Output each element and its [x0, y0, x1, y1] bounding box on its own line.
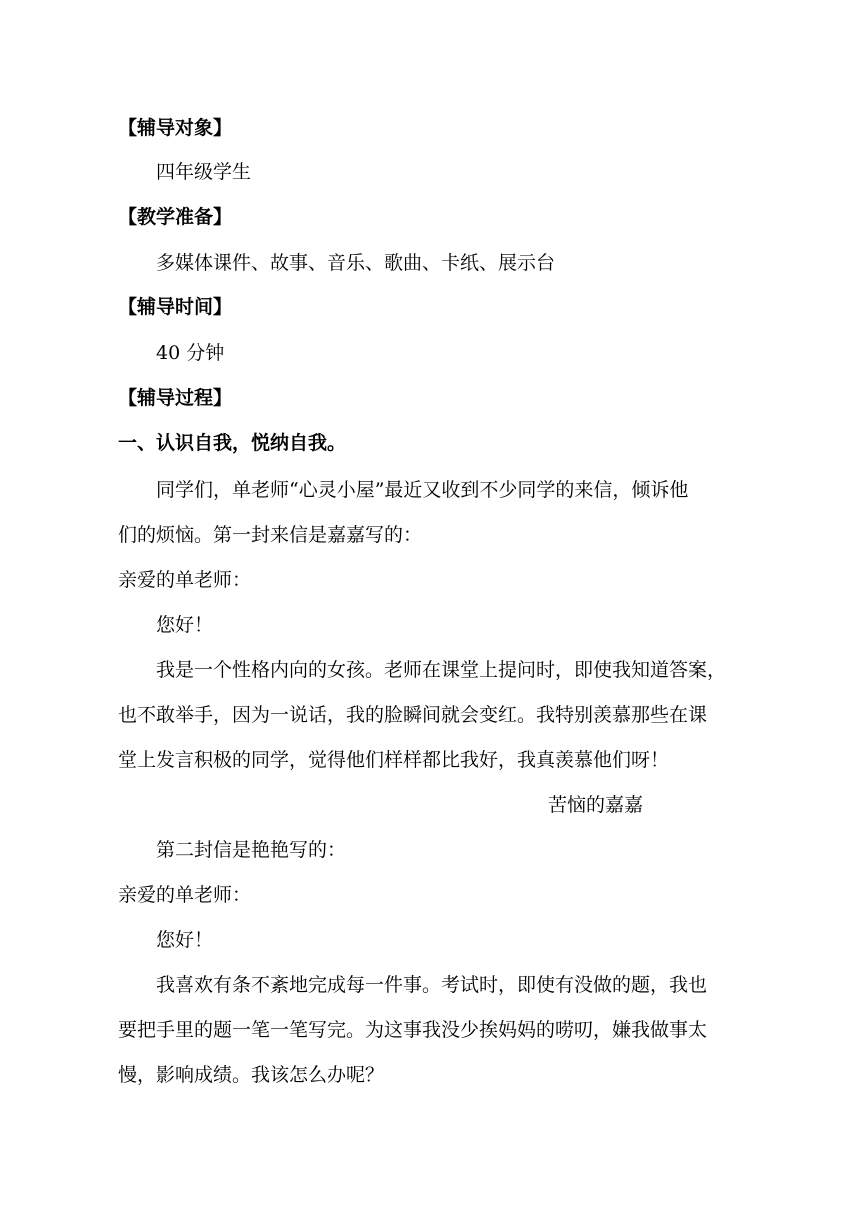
letter-body-line: 我是一个性格内向的女孩。老师在课堂上提问时，即使我知道答案，: [156, 659, 727, 681]
letter-signature: 苦恼的嘉嘉: [548, 794, 644, 816]
section-value-time: 40 分钟: [156, 342, 225, 364]
letter-body-line: 我喜欢有条不紊地完成每一件事。考试时，即使有没做的题，我也: [156, 974, 708, 996]
letter-body-line: 要把手里的题一笔一笔写完。为这事我没少挨妈妈的唠叨，嫌我做事太: [118, 1019, 708, 1041]
letter-body-line: 堂上发言积极的同学，觉得他们样样都比我好，我真羡慕他们呀！: [118, 749, 670, 771]
section-heading-prep: 【教学准备】: [118, 206, 233, 228]
section-heading-time: 【辅导时间】: [118, 296, 233, 318]
second-letter-intro: 第二封信是艳艳写的：: [156, 839, 347, 861]
part-one-heading: 一、认识自我，悦纳自我。: [118, 432, 347, 454]
letter-body-line: 慢，影响成绩。我该怎么办呢？: [118, 1064, 385, 1086]
section-value-prep: 多媒体课件、故事、音乐、歌曲、卡纸、展示台: [156, 252, 556, 274]
letter-salutation: 亲爱的单老师：: [118, 569, 252, 591]
intro-paragraph-line: 们的烦恼。第一封来信是嘉嘉写的：: [118, 524, 423, 546]
letter-greeting: 您好！: [156, 929, 214, 951]
section-heading-process: 【辅导过程】: [118, 387, 233, 409]
letter-greeting: 您好！: [156, 614, 214, 636]
letter-salutation: 亲爱的单老师：: [118, 884, 252, 906]
letter-body-line: 也不敢举手，因为一说话，我的脸瞬间就会变红。我特别羡慕那些在课: [118, 704, 708, 726]
section-heading-target: 【辅导对象】: [118, 117, 233, 139]
intro-paragraph-line: 同学们，单老师“心灵小屋”最近又收到不少同学的来信，倾诉他: [156, 479, 689, 501]
section-value-target: 四年级学生: [156, 161, 252, 183]
